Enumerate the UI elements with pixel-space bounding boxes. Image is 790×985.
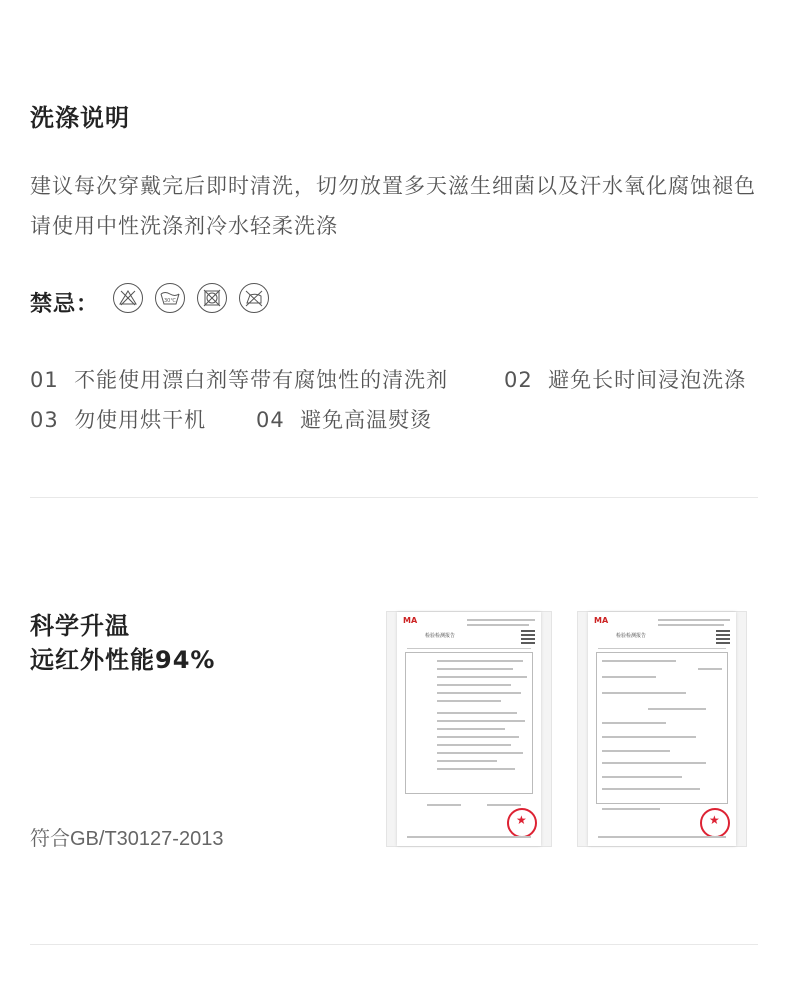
- care-item-1: [30, 364, 448, 394]
- no-bleach-icon: [113, 283, 143, 313]
- qr-code-icon: [716, 630, 730, 644]
- test-report-image-2: [578, 612, 746, 846]
- wash-30-icon: [155, 283, 185, 313]
- report-heading: 检验检测报告: [425, 633, 456, 639]
- science-title-line-1: 科学升温: [30, 612, 130, 640]
- taboo-label: 禁忌：: [30, 292, 100, 317]
- care-item-text: 勿使用烘干机: [74, 408, 207, 432]
- care-item-4: [256, 404, 432, 434]
- science-title-line-2: 远红外性能94%: [30, 646, 216, 674]
- test-report-image-1: [387, 612, 551, 846]
- care-item-2: [504, 364, 746, 394]
- report-logo: MA: [403, 616, 418, 625]
- section-divider: [30, 944, 758, 945]
- no-tumble-dry-icon: [197, 283, 227, 313]
- care-item-3: [30, 404, 206, 434]
- no-iron-icon: [239, 283, 269, 313]
- report-logo: MA: [594, 616, 609, 625]
- care-description-line-1: 建议每次穿戴完后即时清洗，切勿放置多天滋生细菌以及汗水氧化腐蚀褪色: [30, 174, 756, 198]
- care-item-text: 避免长时间浸泡洗涤: [548, 368, 747, 392]
- section-divider: [30, 497, 758, 498]
- care-item-number: 04: [256, 408, 285, 432]
- official-stamp: [700, 808, 730, 838]
- care-item-number: 01: [30, 368, 59, 392]
- care-item-number: 02: [504, 368, 533, 392]
- report-heading: 检验检测报告: [616, 633, 647, 639]
- care-title: 洗涤说明: [30, 104, 130, 132]
- standard-text: 符合GB/T30127-2013: [30, 828, 224, 850]
- wash-temperature-text: 30℃: [164, 298, 176, 304]
- care-item-text: 避免高温熨烫: [300, 408, 433, 432]
- qr-code-icon: [521, 630, 535, 644]
- official-stamp: [507, 808, 537, 838]
- care-item-text: 不能使用漂白剂等带有腐蚀性的清洗剂: [74, 368, 449, 392]
- care-item-number: 03: [30, 408, 59, 432]
- care-description-line-2: 请使用中性洗涤剂冷水轻柔洗涤: [30, 214, 338, 238]
